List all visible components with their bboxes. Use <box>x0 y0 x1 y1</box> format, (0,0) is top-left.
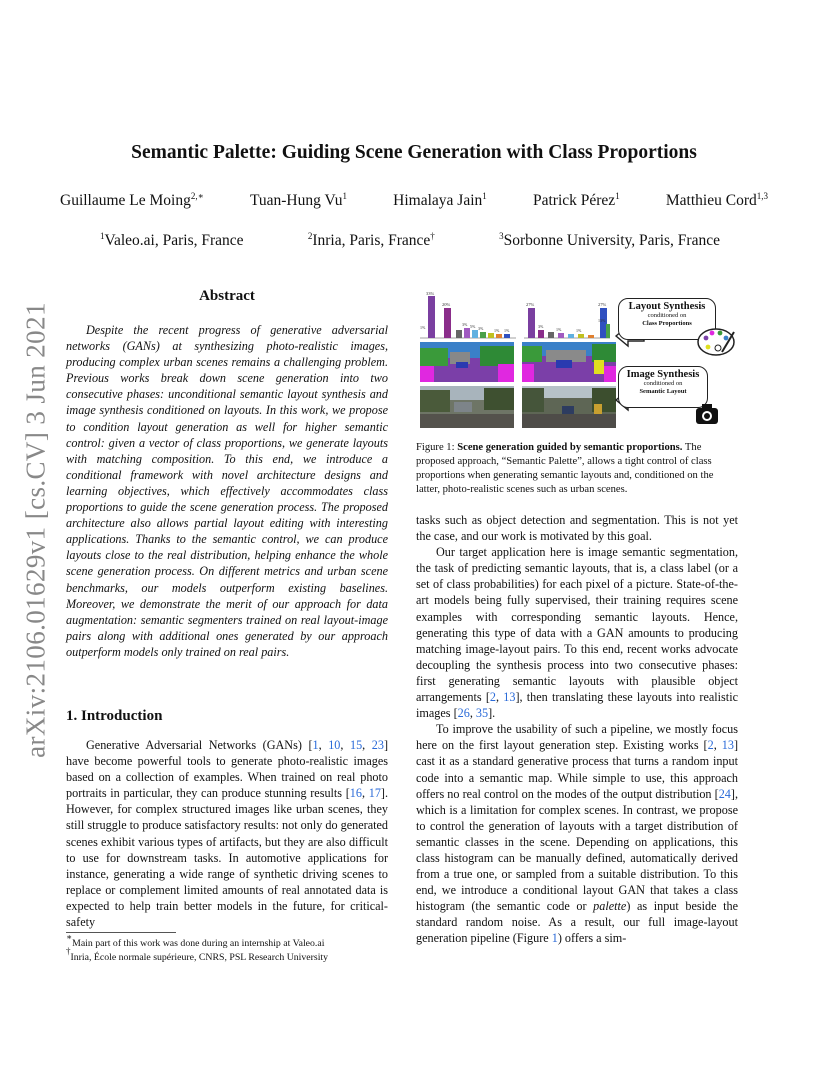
citation-link[interactable]: 24 <box>718 786 731 801</box>
chart-label: 33% <box>426 291 435 296</box>
section-heading-introduction: 1. Introduction <box>66 708 163 724</box>
citation-link[interactable]: 2 <box>707 738 714 753</box>
chart-label: 1% <box>576 328 582 333</box>
class-proportion-chart-b <box>522 300 612 340</box>
layout-synthesis-box: Layout Synthesis conditioned on Class Proportions <box>618 298 716 340</box>
chart-label: 3% <box>478 326 484 331</box>
chart-label: 20% <box>442 302 451 307</box>
citation-link[interactable]: 17 <box>368 786 381 801</box>
right-column-text <box>416 512 738 947</box>
affiliation: $^2$Inria, Paris, France† <box>307 231 435 249</box>
footnote: †Inria, École normale supérieure, CNRS, PSL Research University <box>66 946 329 963</box>
chart-label: 1% <box>420 325 426 330</box>
paragraph: tasks such as object detection and segmentation. This is not yet the case, and our work is motivated by this goal. <box>416 513 738 544</box>
figure-link[interactable]: 1 <box>551 931 558 946</box>
camera-icon <box>694 402 720 426</box>
citation-link[interactable]: 15 <box>349 738 363 752</box>
chart-label: 13% <box>598 318 606 323</box>
intro-paragraph: Generative Adversarial Networks (GANs) [1, 10, 15, 23] have become powerful tools to generate photo-realistic images based on a collection of examples. When trained on real photo portraits in particular, they can produce stunning results [16, 17]. However, for complex structured images like urban scenes, they still struggle to produce satisfactory results: not only do generated scenes exhibit various types of artifacts, but they are also difficult to use for downstream tasks. In automotive applications for instance, generating a wide range of synthetic driving scenes to replace or complement limited amounts of real annotated data is expected to help train better models in the future, for critical-safety <box>66 738 389 930</box>
affiliation: $^3$Sorbonne University, Paris, France <box>499 231 720 249</box>
semantic-layout-image-b <box>522 342 616 382</box>
chart-label: 3% <box>538 324 544 329</box>
footnote: ∗Main part of this work was done during an internship at Valeo.ai <box>66 932 325 949</box>
author: Himalaya Jain$^1$ <box>393 191 487 209</box>
citation-link[interactable]: 23 <box>371 738 384 752</box>
paragraph: Our target application here is image semantic segmentation, the task of predicting semantic layouts, that is, a class label (or a set of class probabilities) for each pixel of a picture. State-of-the-art models being fully supervised, their training requires scene examples with corresponding semantic layouts. Hence, generating this type of data with a GAN amounts to producing matching image-layout pairs. To this end, recent works advocate decoupling the synthesis process into two consecutive phases: first generating semantic layouts with plausible object arrangements [2, 13], then translating these layouts into realistic images [26, 35]. <box>416 545 738 721</box>
citation-link[interactable]: 2 <box>489 690 497 705</box>
citation-link[interactable]: 26 <box>457 706 470 721</box>
abstract-text: Despite the recent progress of generative adversarial networks (GANs) at synthesizing photo-realistic images, producing complex urban scenes remains a challenging problem. Previous works break down scene generation into two consecutive phases: unconditional semantic layout synthesis and image synthesis conditioned on layouts. In this work, we propose to condition layout generation as well for higher semantic control: given a vector of class proportions, we generate layouts with matching composition. To this end, we introduce a conditional framework with novel architecture designs and learning objectives, which effectively accommodates class proportions to guide the scene generation process. The proposed architecture also allows partial layout editing with interesting applications. Thanks to the semantic control, we can produce layouts close to the real distribution, helping enhance the whole scene generation process. On different metrics and urban scene benchmarks, our models outperform existing baselines. Moreover, we demonstrate the merit of our approach for data augmentation: semantic segmenters trained on real layout-image pairs along with additional ones generated by our approach outperform models only trained on real pairs. <box>66 323 388 659</box>
citation-link[interactable]: 13 <box>721 738 734 753</box>
author: Tuan-Hung Vu$^1$ <box>249 191 347 209</box>
citation-link[interactable]: 10 <box>328 738 341 752</box>
citation-link[interactable]: 1 <box>312 738 319 752</box>
paragraph: To improve the usability of such a pipeline, we mostly focus here on the first layout generation step. Existing works [2, 13] cast it as a standard generative process that turns a random input code into a semantic map. While simple to use, this approach offers no real control on the modes of the output distribution [24], which is a limitation for complex scenes. In contrast, we propose to control the generation of layouts with a target distribution of semantic classes in the scene. Depending on applications, this class histogram can be manually defined, automatically derived from a true one, or sampled from a suitable distribution. To this end, we introduce a conditional layout GAN that takes a class histogram (the semantic code or palette) as input beside the standard random noise. As a result, our full image-layout generation pipeline (Figure 1) offers a sim- <box>416 722 739 946</box>
palette-icon <box>696 326 736 358</box>
chart-label: 5% <box>470 324 476 329</box>
chart-label: 1% <box>556 327 562 332</box>
author: Guillaume Le Moing$^{2,∗}$ <box>60 191 204 209</box>
footnote-rule <box>66 932 176 933</box>
citation-link[interactable]: 16 <box>349 786 362 801</box>
arxiv-stamp: arXiv:2106.01629v1 [cs.CV] 3 Jun 2021 <box>20 302 51 758</box>
figure-caption: Figure 1: Scene generation guided by semantic proportions. The proposed approach, “Semantic Palette”, allows a tight control of class proportions when generating semantic layouts and, conditioned on the latter, photo-realistic scenes such as urban scenes. <box>416 442 714 495</box>
generated-scene-image-b <box>522 386 616 428</box>
author: Patrick Pérez$^1$ <box>532 191 620 209</box>
figure-1 <box>418 290 740 432</box>
citation-link[interactable]: 13 <box>503 690 516 705</box>
semantic-layout-image-a <box>420 342 514 382</box>
citation-link[interactable]: 35 <box>475 706 489 721</box>
chart-label: 3% <box>462 322 468 327</box>
image-synthesis-box: Image Synthesis conditioned on Semantic Layout <box>618 366 708 408</box>
affiliation: $^1$Valeo.ai, Paris, France <box>100 231 244 249</box>
chart-label: 27% <box>526 302 535 307</box>
paper-title: Semantic Palette: Guiding Scene Generation with Class Proportions <box>131 142 697 163</box>
chart-label: 1% <box>494 328 500 333</box>
author: Matthieu Cord$^{1,3}$ <box>665 191 768 209</box>
affiliation-list <box>100 232 720 250</box>
class-proportion-chart-a <box>418 290 518 340</box>
chart-label: 1% <box>504 328 510 333</box>
generated-scene-image-a <box>420 386 514 428</box>
abstract-heading: Abstract <box>199 288 255 304</box>
author-list <box>60 192 768 210</box>
chart-label: 27% <box>598 302 607 307</box>
